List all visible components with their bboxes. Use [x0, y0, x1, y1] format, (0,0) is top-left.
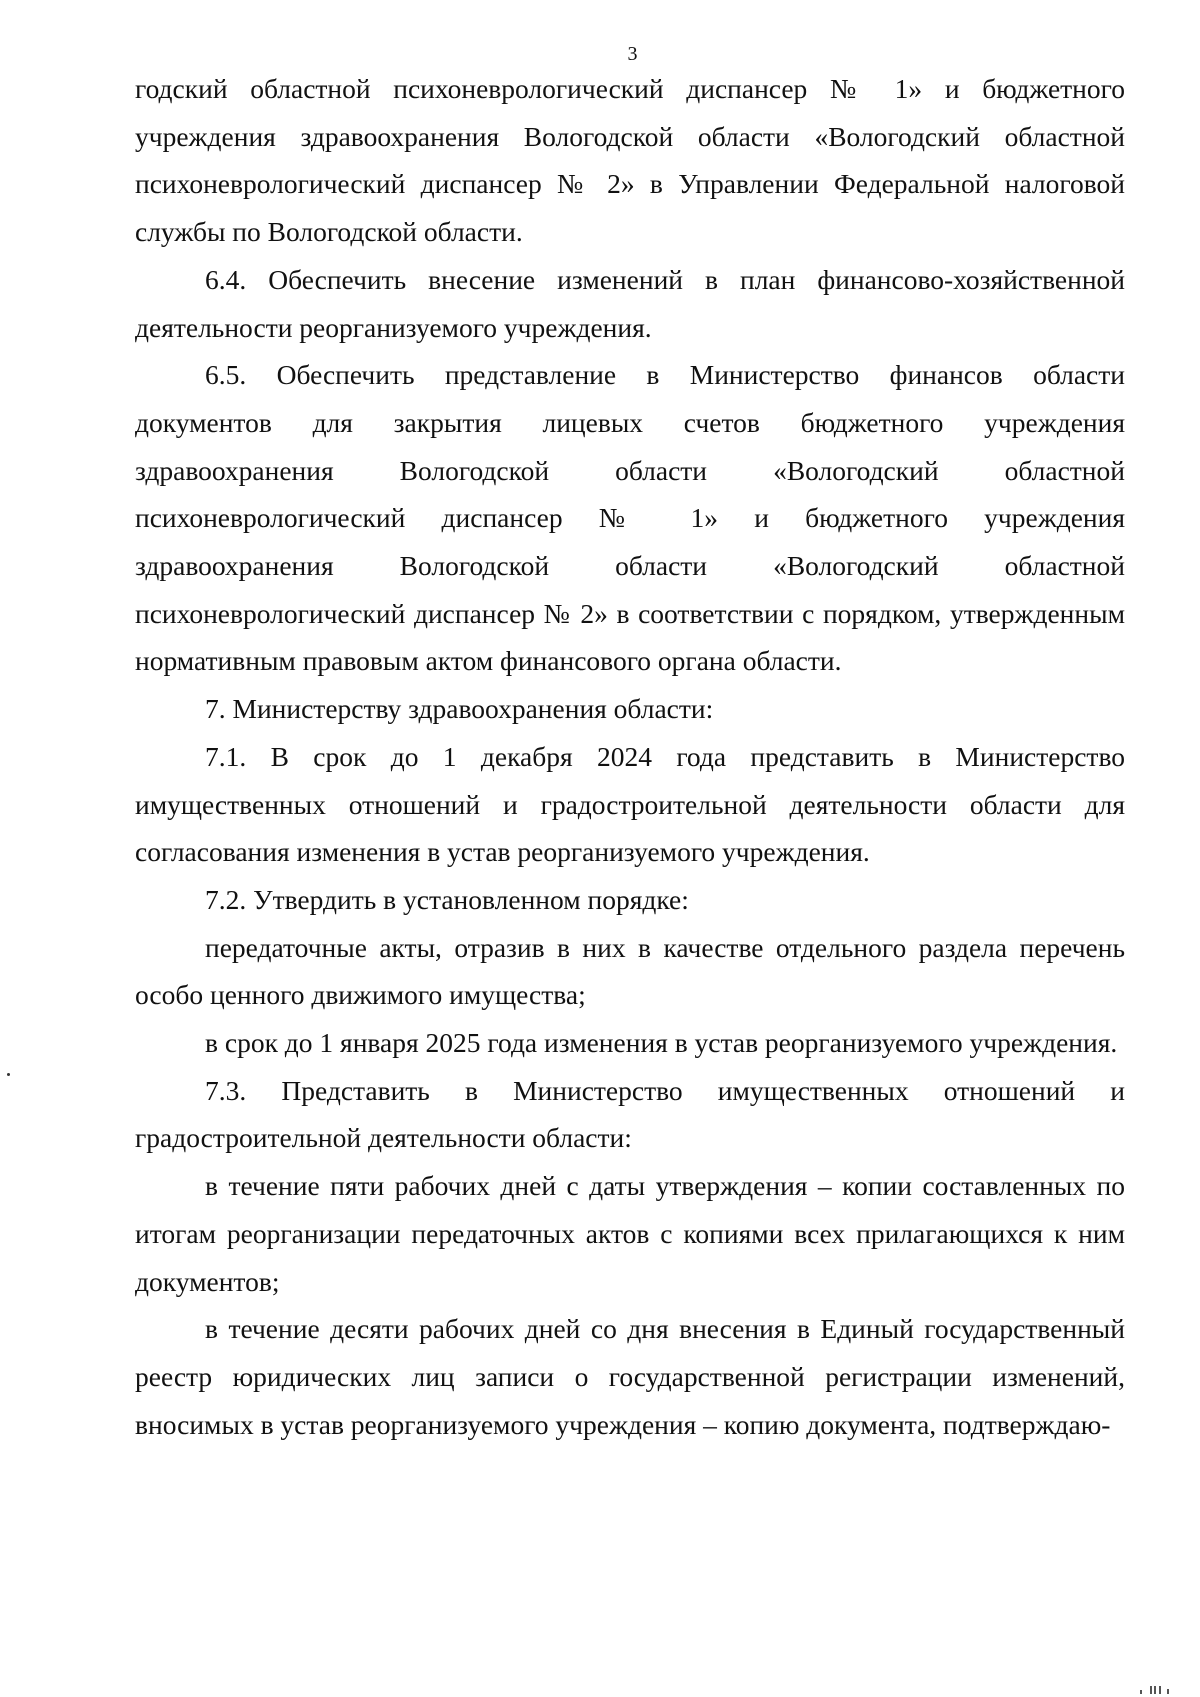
paragraph-7-3-ten-days: в течение десяти рабочих дней со дня внесения в Единый государственный реестр юридических лиц записи о государственной регистрации изменений, вносимых в устав реорганизуемого учреждения – копию документа, подтверждаю-: [135, 1313, 1125, 1440]
paragraph-7-2: 7.2. Утвердить в установленном порядке:: [205, 883, 689, 915]
paragraph-7-1: 7.1. В срок до 1 декабря 2024 года представить в Министерство имущественных отношений и градостроительной деятельности области для согласования изменения в устав реорганизуемого учреждения.: [135, 740, 1125, 868]
scan-artifact-marks: [1140, 1684, 1180, 1694]
paragraph-7-2-charter-changes: в срок до 1 января 2025 года изменения в устав реорганизуемого учреждения.: [205, 1027, 1118, 1059]
scan-artifact-dot: [7, 1073, 10, 1076]
paragraph-7-3-five-days: в течение пяти рабочих дней с даты утверждения – копии составленных по итогам реорганизации передаточных актов с копиями всех прилагающихся к ним документов;: [135, 1170, 1125, 1297]
paragraph-6-5: 6.5. Обеспечить представление в Министерство финансов области документов для закрытия лицевых счетов бюджетного учреждения здравоохранения Вологодской области «Вологодский областной психоневрологический диспансер № 1» и бюджетного учреждения здравоохранения Вологодской области «Вологодский областной психоневрологический диспансер № 2» в соответствии с порядком, утвержденным нормативным правовым актом финансового органа области.: [135, 359, 1125, 677]
paragraph-7-2-transfer-acts: передаточные акты, отразив в них в качестве отдельного раздела перечень особо ценного движимого имущества;: [135, 931, 1125, 1011]
paragraph-7-3: 7.3. Представить в Министерство имущественных отношений и градостроительной деятельности области:: [135, 1074, 1125, 1154]
document-body: [135, 65, 1125, 1448]
page-number: 3: [627, 43, 638, 65]
paragraph-continuation: годский областной психоневрологический диспансер № 1» и бюджетного учреждения здравоохранения Вологодской области «Вологодский областной психоневрологический диспансер № 2» в Управлении Федеральной налоговой службы по Вологодской области.: [135, 73, 1125, 248]
paragraph-6-4: 6.4. Обеспечить внесение изменений в план финансово-хозяйственной деятельности реорганизуемого учреждения.: [135, 263, 1125, 343]
paragraph-7: 7. Министерству здравоохранения области:: [205, 693, 714, 725]
